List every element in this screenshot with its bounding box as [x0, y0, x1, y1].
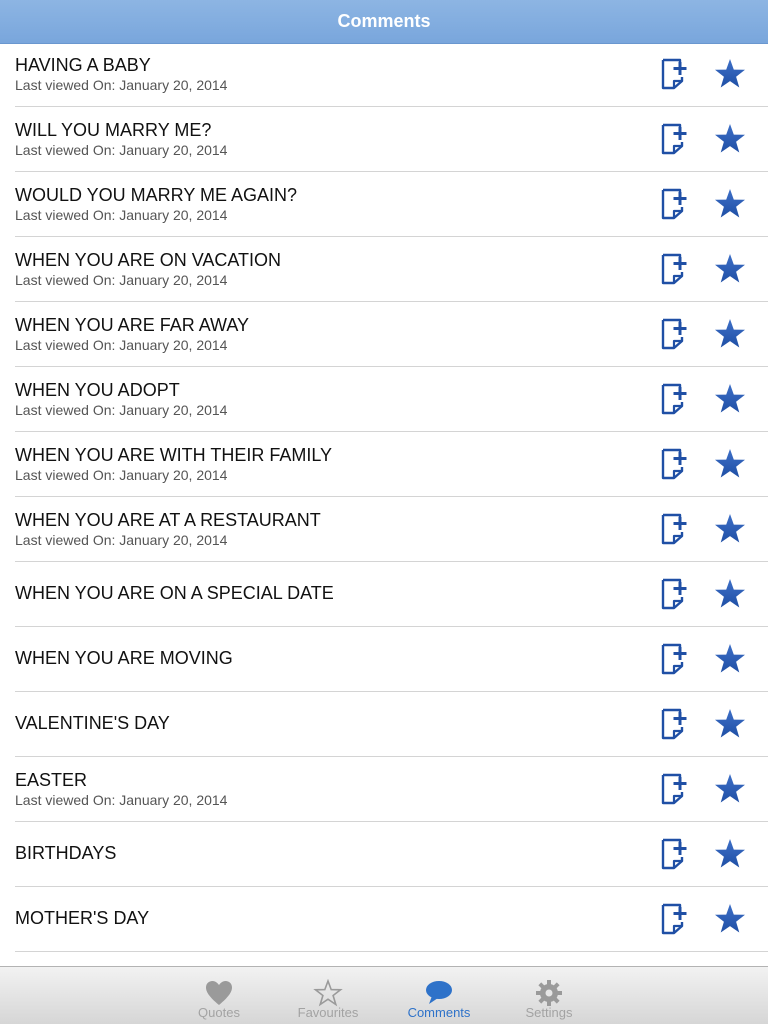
favourite-button[interactable]	[712, 251, 748, 287]
list-row[interactable]	[0, 627, 768, 692]
row-last-viewed: Last viewed On: January 20, 2014	[15, 402, 228, 418]
tab-comments[interactable]	[394, 967, 484, 1024]
tab-label: Favourites	[297, 1005, 359, 1020]
row-title: WHEN YOU ARE ON VACATION	[15, 250, 282, 270]
row-last-viewed: Last viewed On: January 20, 2014	[15, 77, 228, 93]
note-add-icon	[656, 251, 692, 287]
favourite-button[interactable]	[712, 511, 748, 547]
add-comment-button[interactable]	[656, 576, 692, 612]
row-last-viewed: Last viewed On: January 20, 2014	[15, 142, 228, 158]
row-title: VALENTINE'S DAY	[15, 713, 170, 733]
star-icon	[712, 316, 748, 352]
row-last-viewed: Last viewed On: January 20, 2014	[15, 272, 228, 288]
list-row[interactable]	[0, 107, 768, 172]
star-icon	[712, 56, 748, 92]
note-add-icon	[656, 186, 692, 222]
add-comment-button[interactable]	[656, 641, 692, 677]
row-title: WHEN YOU ARE WITH THEIR FAMILY	[15, 445, 333, 465]
row-last-viewed: Last viewed On: January 20, 2014	[15, 532, 228, 548]
note-add-icon	[656, 316, 692, 352]
star-icon	[712, 771, 748, 807]
note-add-icon	[656, 381, 692, 417]
row-divider	[15, 951, 768, 952]
favourite-button[interactable]	[712, 901, 748, 937]
add-comment-button[interactable]	[656, 446, 692, 482]
page-title: Comments	[337, 11, 431, 31]
speech-bubble-icon	[424, 979, 454, 1007]
row-last-viewed: Last viewed On: January 20, 2014	[15, 792, 228, 808]
row-last-viewed: Last viewed On: January 20, 2014	[15, 467, 228, 483]
tab-label: Comments	[407, 1005, 471, 1020]
add-comment-button[interactable]	[656, 901, 692, 937]
list-row[interactable]	[0, 367, 768, 432]
row-title: WHEN YOU ARE MOVING	[15, 648, 233, 668]
row-last-viewed: Last viewed On: January 20, 2014	[15, 337, 228, 353]
row-title: EASTER	[15, 770, 88, 790]
favourite-button[interactable]	[712, 706, 748, 742]
favourite-button[interactable]	[712, 446, 748, 482]
add-comment-button[interactable]	[656, 706, 692, 742]
heart-icon	[204, 979, 234, 1007]
star-icon	[712, 121, 748, 157]
star-icon	[712, 446, 748, 482]
comments-list[interactable]	[0, 44, 768, 966]
star-icon	[712, 251, 748, 287]
star-icon	[712, 576, 748, 612]
favourite-button[interactable]	[712, 771, 748, 807]
list-row[interactable]	[0, 432, 768, 497]
note-add-icon	[656, 56, 692, 92]
note-add-icon	[656, 121, 692, 157]
tab-label: Settings	[525, 1005, 573, 1020]
star-icon	[712, 511, 748, 547]
star-icon	[712, 381, 748, 417]
note-add-icon	[656, 836, 692, 872]
row-title: WHEN YOU ARE AT A RESTAURANT	[15, 510, 321, 530]
gear-icon	[534, 979, 564, 1007]
row-last-viewed: Last viewed On: January 20, 2014	[15, 207, 228, 223]
list-row[interactable]	[0, 237, 768, 302]
favourite-button[interactable]	[712, 641, 748, 677]
row-title: WOULD YOU MARRY ME AGAIN?	[15, 185, 298, 205]
row-title: WHEN YOU ARE FAR AWAY	[15, 315, 250, 335]
add-comment-button[interactable]	[656, 381, 692, 417]
favourite-button[interactable]	[712, 186, 748, 222]
list-row[interactable]	[0, 172, 768, 237]
tab-quotes[interactable]	[174, 967, 264, 1024]
list-row[interactable]	[0, 497, 768, 562]
favourite-button[interactable]	[712, 121, 748, 157]
tab-favourites[interactable]	[283, 967, 373, 1024]
row-title: WHEN YOU ADOPT	[15, 380, 180, 400]
star-icon	[712, 901, 748, 937]
note-add-icon	[656, 576, 692, 612]
star-outline-icon	[313, 979, 343, 1007]
row-title: BIRTHDAYS	[15, 843, 117, 863]
note-add-icon	[656, 641, 692, 677]
star-icon	[712, 641, 748, 677]
list-row[interactable]	[0, 887, 768, 952]
add-comment-button[interactable]	[656, 121, 692, 157]
list-row[interactable]	[0, 692, 768, 757]
favourite-button[interactable]	[712, 381, 748, 417]
note-add-icon	[656, 446, 692, 482]
favourite-button[interactable]	[712, 56, 748, 92]
row-title: WILL YOU MARRY ME?	[15, 120, 212, 140]
favourite-button[interactable]	[712, 316, 748, 352]
note-add-icon	[656, 511, 692, 547]
star-icon	[712, 836, 748, 872]
list-row[interactable]	[0, 44, 768, 107]
add-comment-button[interactable]	[656, 511, 692, 547]
note-add-icon	[656, 771, 692, 807]
star-icon	[712, 186, 748, 222]
tab-settings[interactable]	[504, 967, 594, 1024]
add-comment-button[interactable]	[656, 316, 692, 352]
note-add-icon	[656, 901, 692, 937]
list-row[interactable]	[0, 822, 768, 887]
add-comment-button[interactable]	[656, 771, 692, 807]
row-title: WHEN YOU ARE ON A SPECIAL DATE	[15, 583, 334, 603]
tab-label: Quotes	[198, 1005, 240, 1020]
row-title: HAVING A BABY	[15, 55, 151, 75]
row-title: MOTHER'S DAY	[15, 908, 150, 928]
navigation-bar	[0, 0, 768, 44]
tab-bar	[0, 966, 768, 1024]
list-row[interactable]	[0, 757, 768, 822]
favourite-button[interactable]	[712, 576, 748, 612]
add-comment-button[interactable]	[656, 836, 692, 872]
add-comment-button[interactable]	[656, 251, 692, 287]
favourite-button[interactable]	[712, 836, 748, 872]
list-row[interactable]	[0, 562, 768, 627]
add-comment-button[interactable]	[656, 186, 692, 222]
note-add-icon	[656, 706, 692, 742]
add-comment-button[interactable]	[656, 56, 692, 92]
list-row[interactable]	[0, 302, 768, 367]
star-icon	[712, 706, 748, 742]
